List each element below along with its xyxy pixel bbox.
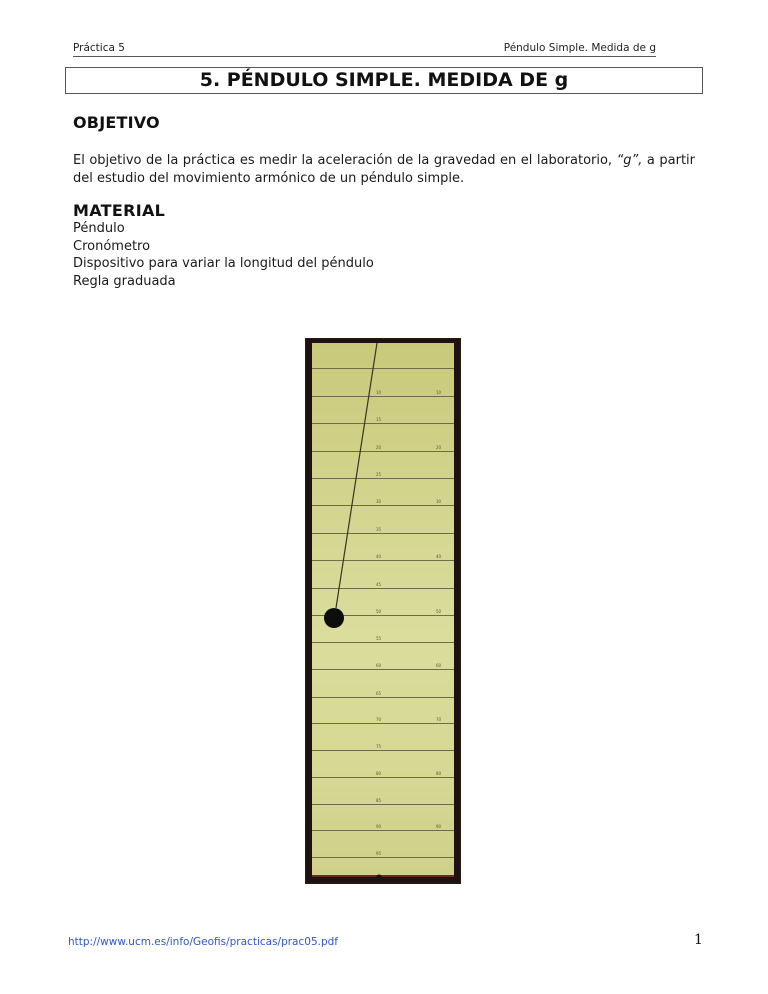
section-heading-objetivo: OBJETIVO xyxy=(73,113,160,132)
section-heading-material: MATERIAL xyxy=(73,201,166,220)
material-list xyxy=(73,220,374,290)
scale-label: 80 xyxy=(376,771,382,776)
objetivo-paragraph xyxy=(73,152,695,188)
scale-label-right: 80 xyxy=(436,771,442,776)
pendulum-photo xyxy=(305,338,461,884)
material-item: Cronómetro xyxy=(73,238,151,254)
scale-label-right: 50 xyxy=(436,609,442,614)
scale-label: 55 xyxy=(376,636,382,641)
scale-label: 95 xyxy=(376,851,382,856)
header-practice-number: Práctica 5 xyxy=(73,42,125,54)
pendulum-string xyxy=(336,343,377,608)
objetivo-text-after: a partir del estudio del movimiento armónico de un péndulo simple. xyxy=(73,153,695,186)
scale-label: 40 xyxy=(376,554,382,559)
pendulum-svg xyxy=(312,343,454,877)
scale-label: 65 xyxy=(376,691,382,696)
g-symbol: “g”, xyxy=(616,153,643,168)
page-title: 5. PÉNDULO SIMPLE. MEDIDA DE g xyxy=(65,67,703,94)
scale-label: 75 xyxy=(376,744,382,749)
scale-label: 85 xyxy=(376,798,382,803)
scale-label: 30 xyxy=(376,499,382,504)
scale-label: 70 xyxy=(376,717,382,722)
scale-label: 10 xyxy=(376,390,382,395)
material-item: Dispositivo para variar la longitud del péndulo xyxy=(73,256,374,271)
scale-label: 60 xyxy=(376,663,382,668)
scale-label-right: 10 xyxy=(436,390,442,395)
header-document-title: Péndulo Simple. Medida de g xyxy=(503,42,656,54)
scale-label: 25 xyxy=(376,472,382,477)
material-item: Péndulo xyxy=(73,221,125,236)
scale-label: 45 xyxy=(376,582,382,587)
scale-label-right: 20 xyxy=(436,445,442,450)
page-number: 1 xyxy=(694,932,703,948)
board-bottom-pin xyxy=(377,875,382,878)
graduated-board xyxy=(312,343,454,877)
scale-label-right: 60 xyxy=(436,663,442,668)
scale-label: 20 xyxy=(376,445,382,450)
scale-label: 90 xyxy=(376,824,382,829)
scale-label-right: 30 xyxy=(436,499,442,504)
scale-label-right: 40 xyxy=(436,554,442,559)
pendulum-bob xyxy=(324,608,344,628)
scale-label: 35 xyxy=(376,527,382,532)
running-header xyxy=(73,42,656,57)
scale-label-right: 70 xyxy=(436,717,442,722)
scale-label: 50 xyxy=(376,609,382,614)
objetivo-text-before: El objetivo de la práctica es medir la aceleración de la gravedad en el laboratorio, xyxy=(73,153,617,168)
scale-label: 15 xyxy=(376,417,382,422)
material-item: Regla graduada xyxy=(73,273,176,289)
footer-url-link[interactable]: http://www.ucm.es/info/Geofis/practicas/prac05.pdf xyxy=(68,936,338,948)
scale-label-right: 90 xyxy=(436,824,442,829)
